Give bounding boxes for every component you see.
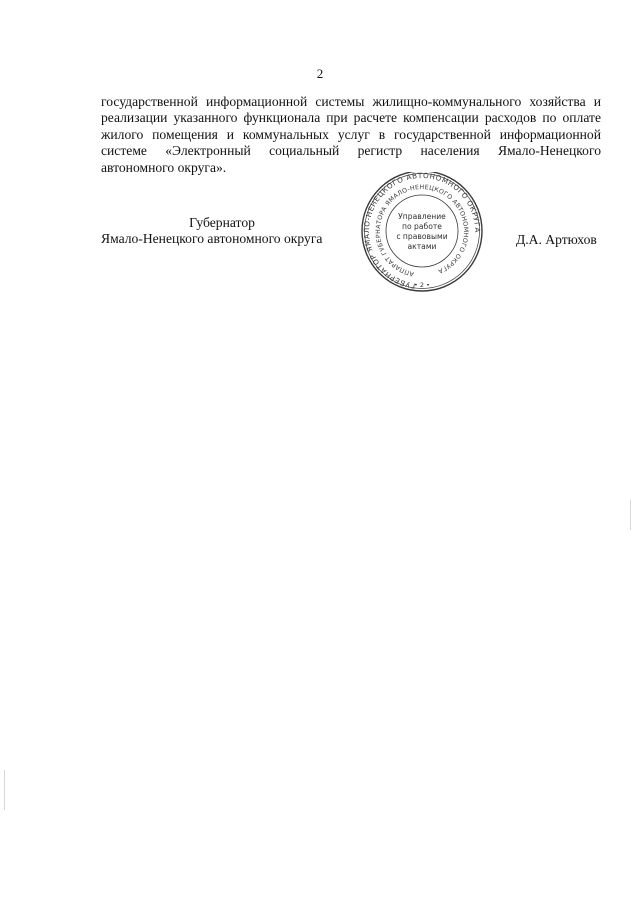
signature-organization: Ямало-Ненецкого автономного округа [101,231,323,247]
seal-center-line-1: Управление [398,212,446,221]
scan-edge-mark [4,770,5,810]
signature-block [101,215,331,248]
scan-edge-mark [630,500,631,530]
page-number: 2 [316,66,324,81]
signature-title: Губернатор [189,215,255,230]
body-paragraph: государственной информационной системы жилищно-коммунального хозяйства и реализации указанного функционала при расчете компенсации расходов по оплате жилого помещения и коммунальных услуг в государственной информационной системе «Электронный социальный регистр населения Ямало-Ненецкого автономного округа». [101,94,601,175]
seal-center-line-4: актами [407,242,437,251]
seal-number-mark: • 2 • [414,281,430,289]
official-seal [352,172,492,294]
seal-inner-ring-text: АППАРАТ ГУБЕРНАТОРА ЯМАЛО-НЕНЕЦКОГО АВТОНОМНОГО ОКРУГА [374,183,470,278]
seal-center-line-2: по работе [402,222,442,231]
seal-center-line-3: с правовыми [396,232,448,241]
seal-outer-ring-text: ГУБЕРНАТОР ЯМАЛО-НЕНЕЦКОГО АВТОНОМНОГО ОКРУГА [361,172,483,291]
signature-name: Д.А. Артюхов [516,232,597,247]
